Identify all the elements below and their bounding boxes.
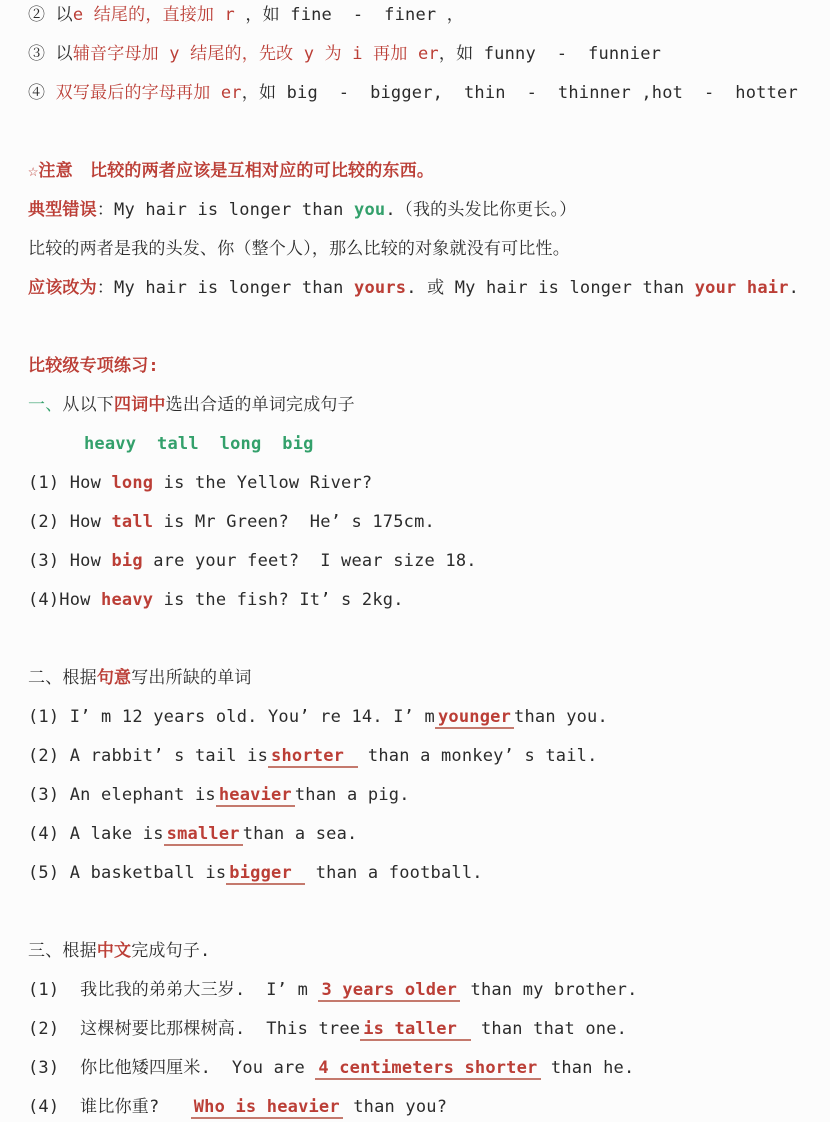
exercise2-item-4 [28,823,812,846]
comparative-rules-section [28,4,812,105]
text-segment: 一、 [28,395,63,415]
correction-line [28,277,812,300]
note-heading [28,160,812,183]
text-segment: tall [111,512,154,532]
text-segment: 二、根据 [28,668,97,688]
text-segment: e 结尾的，直接加 r [72,5,235,25]
exercise2-item-5 [28,862,812,885]
text-segment: ，如 fine - finer ， [234,5,464,25]
exercise3-item-2 [28,1018,812,1041]
text-segment: is the fish? It’ s 2kg. [153,590,404,610]
rule-item-3 [28,43,812,66]
note-section [28,160,812,300]
rule-item-2 [28,4,812,27]
text-segment: 3 years older [318,980,460,1002]
text-segment: (1) How [28,473,112,493]
text-segment: than a football. [305,863,483,883]
text-segment: (2) A rabbit’ s tail is [28,746,269,766]
text-segment: (4) 谁比你重? [28,1097,191,1117]
exercise1-item-2 [28,511,812,534]
text-segment: than a sea. [242,824,358,844]
text-segment: your hair [694,278,789,298]
text-segment: 完成句子. [131,941,211,961]
text-segment: 写出所缺的单词 [131,668,252,688]
text-segment: ④ [28,83,56,103]
text-segment: ，如 big - bigger, thin - thinner ,hot - hotter [241,83,798,103]
exercise2-item-3 [28,784,812,807]
text-segment: than you. [514,707,608,727]
text-segment: ，如 funny - funnier [438,44,662,64]
text-segment: ：My hair is longer than [96,200,355,220]
text-segment: 从以下 [62,395,115,415]
exercise2-item-1 [28,706,812,729]
text-segment: 典型错误 [28,200,97,220]
exercise1-item-1 [28,472,812,495]
text-segment: (2) 这棵树要比那棵树高. This tree [28,1019,361,1039]
text-segment: 比较级专项练习: [28,356,159,376]
text-segment: 双写最后的字母再加 er [55,83,242,103]
text-segment: (4) A lake is [28,824,164,844]
text-segment: (3) An elephant is [28,785,216,805]
text-segment: ③ 以 [28,44,73,64]
section-gap [28,901,812,940]
text-segment: is taller [360,1019,470,1041]
text-segment: is the Yellow River? [153,473,373,493]
section-gap [28,628,812,667]
text-segment: . 或 My hair is longer than [406,278,695,298]
text-segment: . [788,278,800,298]
text-segment: ：My hair is longer than [96,278,355,298]
exercise2-prompt [28,667,812,690]
text-segment: ☆注意 比较的两者应该是互相对应的可比较的东西。 [28,161,435,181]
text-segment: than he. [540,1058,635,1078]
exercise3-item-3 [28,1057,812,1080]
text-segment: (2) How [28,512,112,532]
text-segment: shorter [268,746,357,768]
typical-error-line [28,199,812,222]
exercise3-item-4 [28,1096,812,1119]
section-gap [28,121,812,160]
text-segment: 4 centimeters shorter [315,1058,540,1080]
text-segment: than my brother. [460,980,638,1000]
text-segment: (3) How [28,551,112,571]
text-segment: long [111,473,154,493]
text-segment: 选出合适的单词完成句子 [165,395,355,415]
text-segment: 比较的两者是我的头发、你（整个人），那么比较的对象就没有可比性。 [28,239,570,259]
text-segment: than that one. [470,1019,628,1039]
text-segment: .（我的头发比你更长。） [385,200,577,220]
exercise1-prompt [28,394,812,417]
text-segment: 应该改为 [28,278,97,298]
text-segment: than a monkey’ s tail. [357,746,598,766]
exercise1-word-bank [28,433,812,456]
explanation-line [28,238,812,261]
text-segment: big [111,551,143,571]
exercise3-item-1 [28,979,812,1002]
text-segment: Who is heavier [191,1097,343,1119]
text-segment: ② 以 [28,5,73,25]
text-segment: is Mr Green? He’ s 175cm. [153,512,435,532]
exercise1-item-3 [28,550,812,573]
text-segment: heavy tall long big [84,434,314,454]
text-segment: younger [435,707,514,729]
text-segment: (5) A basketball is [28,863,227,883]
text-segment: than you? [342,1097,448,1117]
text-segment: 中文 [96,941,132,961]
exercise2-item-2 [28,745,812,768]
practice-section [28,355,812,1119]
text-segment: bigger [226,863,305,885]
text-segment: 三、根据 [28,941,97,961]
text-segment: 句意 [96,668,132,688]
rule-item-4 [28,82,812,105]
text-segment: smaller [164,824,243,846]
exercise3-prompt [28,940,812,963]
text-segment: 四词中 [114,395,166,415]
text-segment: (1) I’ m 12 years old. You’ re 14. I’ m [28,707,435,727]
text-segment: 辅音字母加 y 结尾的，先改 y 为 i 再加 er [72,44,439,64]
text-segment: heavier [216,785,295,807]
text-segment: heavy [101,590,154,610]
text-segment: (3) 你比他矮四厘米. You are [28,1058,316,1078]
text-segment: (4)How [28,590,102,610]
section-gap [28,316,812,355]
text-segment: you [354,200,386,220]
text-segment: than a pig. [294,785,410,805]
text-segment: are your feet? I wear size 18. [142,551,477,571]
exercise1-item-4 [28,589,812,612]
text-segment: (1) 我比我的弟弟大三岁. I’ m [28,980,319,1000]
text-segment: yours [354,278,407,298]
practice-title [28,355,812,378]
